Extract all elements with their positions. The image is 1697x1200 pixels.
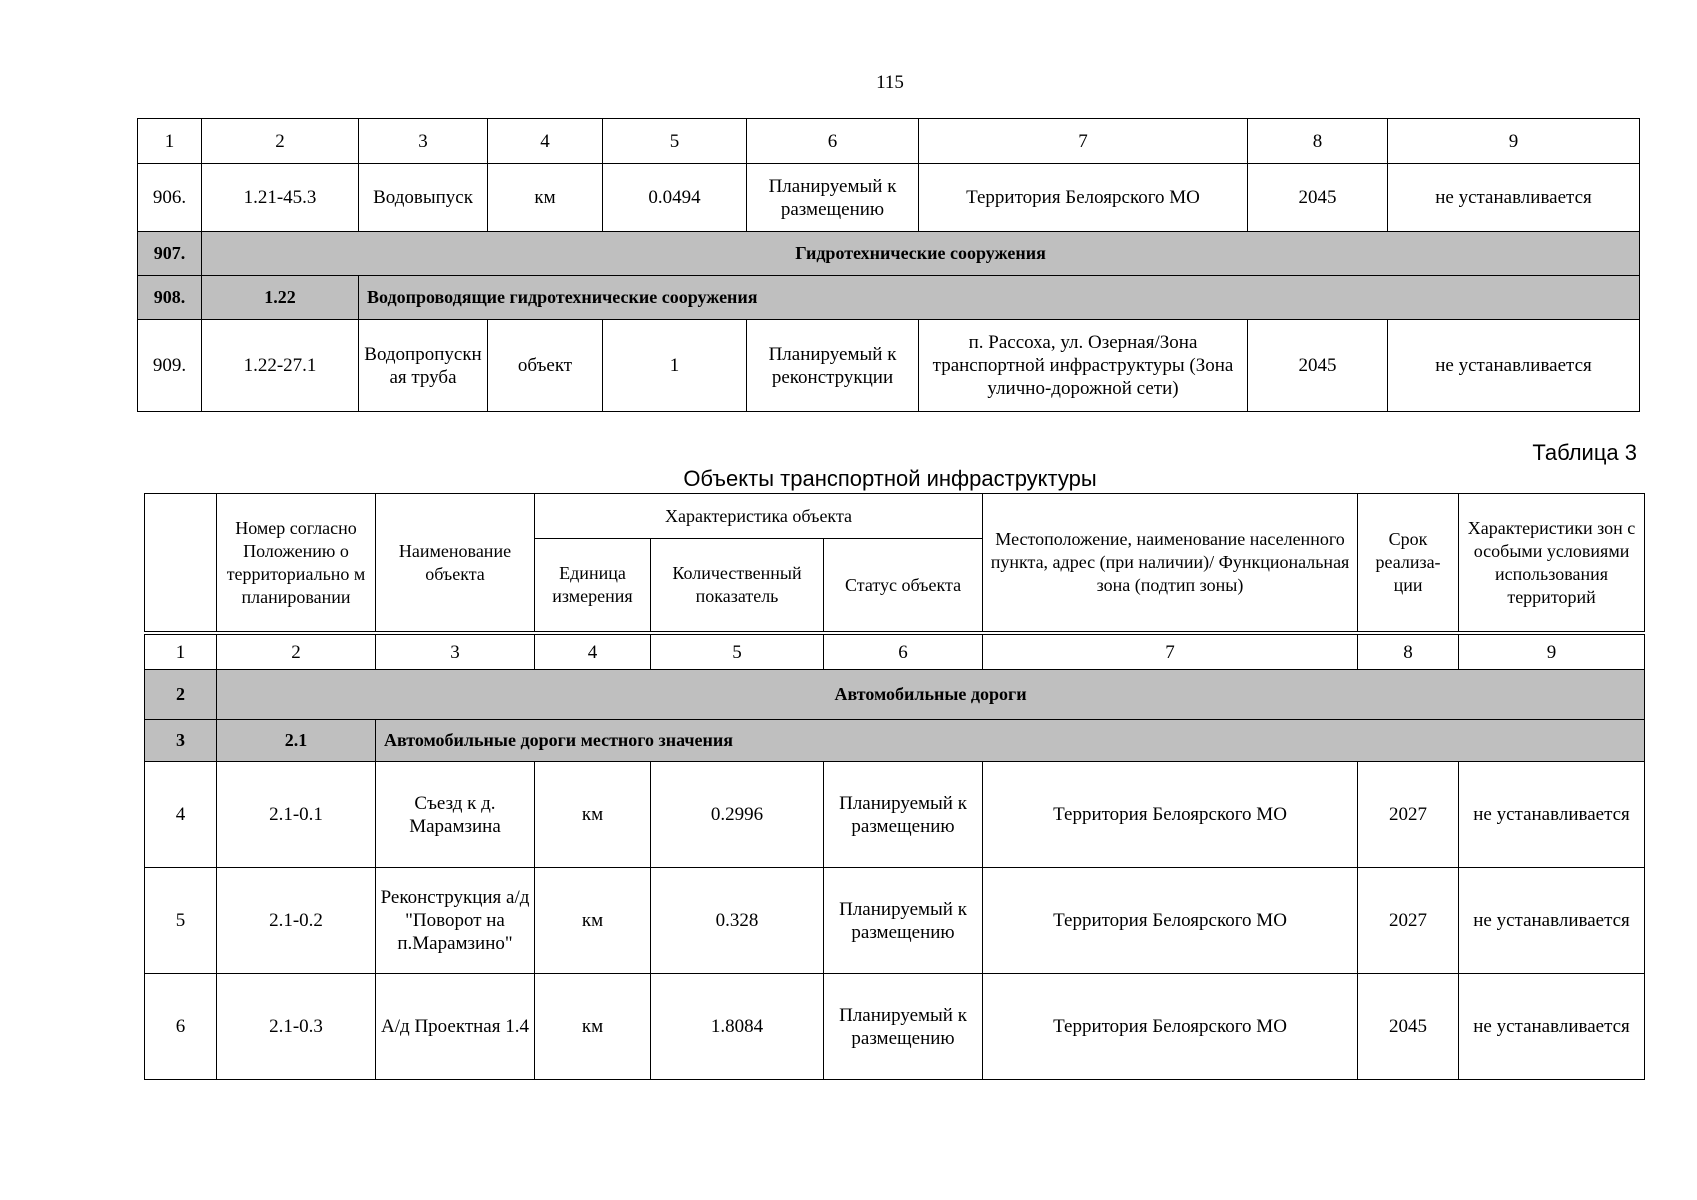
unit: объект [488, 320, 603, 412]
quantity: 1 [603, 320, 747, 412]
status: Планируемый к реконструкции [747, 320, 919, 412]
section-title: Гидротехнические сооружения [202, 232, 1640, 276]
col-number-cell: 1 [138, 119, 202, 164]
section-row [138, 232, 1640, 276]
table-row [138, 320, 1640, 412]
col-number-cell: 9 [1388, 119, 1640, 164]
object-code: 2.1 [217, 720, 376, 762]
table-row [145, 868, 1645, 974]
col-number-cell: 7 [919, 119, 1248, 164]
header-qty: Количественный показатель [651, 539, 824, 634]
column-number-row [145, 633, 1645, 670]
col-number-cell: 7 [983, 633, 1358, 670]
section-row [145, 670, 1645, 720]
section-title: Автомобильные дороги [217, 670, 1645, 720]
row-number: 907. [138, 232, 202, 276]
header-characteristics: Характеристика объекта [535, 494, 983, 539]
subsection-row [138, 276, 1640, 320]
object-code: 2.1-0.3 [217, 974, 376, 1080]
object-code: 2.1-0.1 [217, 762, 376, 868]
header-row [145, 494, 1645, 539]
header-term: Срок реализа-ции [1358, 494, 1459, 634]
year: 2045 [1248, 320, 1388, 412]
zone: не устанавливается [1388, 320, 1640, 412]
col-number-cell: 6 [824, 633, 983, 670]
subsection-title: Автомобильные дороги местного значения [376, 720, 1645, 762]
object-name: Съезд к д. Марамзина [376, 762, 535, 868]
col-number-cell: 2 [202, 119, 359, 164]
zone: не устанавливается [1388, 164, 1640, 232]
object-code: 1.21-45.3 [202, 164, 359, 232]
unit: км [535, 974, 651, 1080]
table-row [138, 164, 1640, 232]
row-number: 908. [138, 276, 202, 320]
object-code: 2.1-0.2 [217, 868, 376, 974]
table-title: Объекты транспортной инфраструктуры [683, 466, 1097, 491]
header-zones: Характеристики зон с особыми условиями использования территорий [1459, 494, 1645, 634]
header-name: Наименование объекта [376, 494, 535, 634]
header-unit: Единица измерения [535, 539, 651, 634]
col-number-cell: 2 [217, 633, 376, 670]
location: Территория Белоярского МО [983, 974, 1358, 1080]
row-number: 2 [145, 670, 217, 720]
header-position: Номер согласно Положению о территориально м планировании [217, 494, 376, 634]
status: Планируемый к размещению [824, 762, 983, 868]
subsection-title: Водопроводящие гидротехнические сооружения [359, 276, 1640, 320]
zone: не устанавливается [1459, 868, 1645, 974]
quantity: 0.328 [651, 868, 824, 974]
subsection-row [145, 720, 1645, 762]
col-number-cell: 4 [488, 119, 603, 164]
row-number: 3 [145, 720, 217, 762]
status: Планируемый к размещению [824, 868, 983, 974]
column-number-row [138, 119, 1640, 164]
object-code: 1.22 [202, 276, 359, 320]
hydro-structures-table [137, 118, 1640, 412]
quantity: 0.0494 [603, 164, 747, 232]
object-name: Водопропускная труба [359, 320, 488, 412]
object-name: А/д Проектная 1.4 [376, 974, 535, 1080]
status: Планируемый к размещению [747, 164, 919, 232]
col-number-cell: 5 [651, 633, 824, 670]
location: Территория Белоярского МО [919, 164, 1248, 232]
location: Территория Белоярского МО [983, 762, 1358, 868]
row-number: 5 [145, 868, 217, 974]
status: Планируемый к размещению [824, 974, 983, 1080]
object-name: Реконструкция а/д "Поворот на п.Марамзино" [376, 868, 535, 974]
header-empty-cell [145, 494, 217, 634]
col-number-cell: 6 [747, 119, 919, 164]
quantity: 1.8084 [651, 974, 824, 1080]
col-number-cell: 9 [1459, 633, 1645, 670]
col-number-cell: 4 [535, 633, 651, 670]
col-number-cell: 5 [603, 119, 747, 164]
page-number: 115 [876, 72, 904, 93]
year: 2027 [1358, 868, 1459, 974]
transport-infrastructure-table [144, 493, 1645, 1080]
year: 2045 [1248, 164, 1388, 232]
table-label: Таблица 3 [1532, 440, 1637, 465]
row-number: 4 [145, 762, 217, 868]
col-number-cell: 3 [359, 119, 488, 164]
object-code: 1.22-27.1 [202, 320, 359, 412]
row-number: 6 [145, 974, 217, 1080]
header-status: Статус объекта [824, 539, 983, 634]
unit: км [488, 164, 603, 232]
quantity: 0.2996 [651, 762, 824, 868]
col-number-cell: 1 [145, 633, 217, 670]
table-row [145, 762, 1645, 868]
unit: км [535, 762, 651, 868]
col-number-cell: 8 [1358, 633, 1459, 670]
location: Территория Белоярского МО [983, 868, 1358, 974]
zone: не устанавливается [1459, 974, 1645, 1080]
unit: км [535, 868, 651, 974]
year: 2027 [1358, 762, 1459, 868]
object-name: Водовыпуск [359, 164, 488, 232]
year: 2045 [1358, 974, 1459, 1080]
table-row [145, 974, 1645, 1080]
zone: не устанавливается [1459, 762, 1645, 868]
row-number: 906. [138, 164, 202, 232]
location: п. Рассоха, ул. Озерная/Зона транспортной инфраструктуры (Зона улично-дорожной сети) [919, 320, 1248, 412]
header-location: Местоположение, наименование населенного пункта, адрес (при наличии)/ Функциональная зона (подтип зоны) [983, 494, 1358, 634]
row-number: 909. [138, 320, 202, 412]
col-number-cell: 3 [376, 633, 535, 670]
col-number-cell: 8 [1248, 119, 1388, 164]
